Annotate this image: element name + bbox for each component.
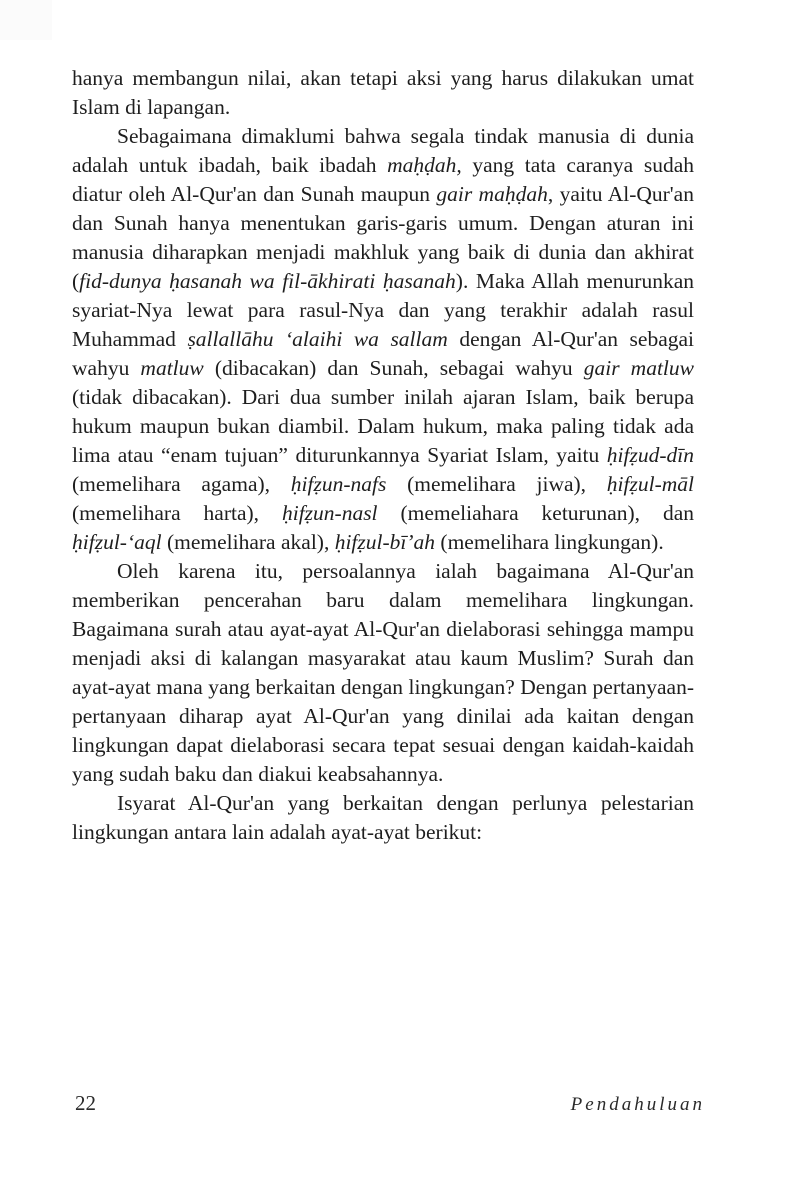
body-text: (memelihara agama),	[72, 472, 291, 496]
transliteration-italic: ḥifẓun-nasl	[281, 501, 378, 525]
body-text: Oleh karena itu, persoalannya ialah bagaimana Al-Qur'an memberikan pencerahan baru dalam memelihara lingkungan. Bagaimana surah atau ayat-ayat Al-Qur'an dielaborasi sehingga mampu menjadi aksi di kalangan masyarakat atau kaum Muslim? Surah dan ayat-ayat mana yang berkaitan dengan lingkungan? Dengan pertanyaan-pertanyaan diharap ayat Al-Qur'an yang dinilai ada kaitan dengan lingkungan dapat dielaborasi secara tepat sesuai dengan kaidah-kaidah yang sudah baku dan diakui keabsahannya.	[72, 559, 694, 786]
transliteration-italic: fid-dunya ḥasanah wa fil-ākhirati ḥasanah	[79, 269, 456, 293]
body-text: Sebagaimana dimaklumi bahwa segala tindak manusia di dunia adalah untuk ibadah, baik ibadah	[72, 124, 694, 177]
transliteration-italic: ḥifẓul-bī’ah	[334, 530, 436, 554]
body-text: yang tata caranya sudah diatur oleh Al-Qur'an dan Sunah maupun	[72, 153, 694, 206]
body-text: Isyarat Al-Qur'an yang berkaitan dengan perlunya pelestarian lingkungan antara lain adalah ayat-ayat berikut:	[72, 791, 694, 844]
body-text: (tidak dibacakan). Dari dua sumber inilah ajaran Islam, baik berupa hukum maupun bukan diambil. Dalam hukum, maka paling tidak ada lima atau “enam tujuan” diturunkannya Syariat Islam, yaitu	[72, 385, 694, 467]
body-text: (memelihara harta),	[72, 501, 282, 525]
transliteration-italic: ḥifẓul-‘aql	[72, 530, 162, 554]
body-text: (memelihara lingkungan).	[435, 530, 664, 554]
body-text: (dibacakan) dan Sunah, sebagai wahyu	[203, 356, 584, 380]
body-text: , yaitu Al-Qur'an dan Sunah hanya menentukan garis-garis umum. Dengan aturan ini manusia diharapkan menjadi makhluk yang baik di dunia dan akhirat (	[72, 182, 694, 293]
transliteration-italic: ḥifẓun-nafs	[290, 472, 387, 496]
body-text: dengan Al-Qur'an sebagai wahyu	[72, 327, 695, 380]
running-title: Pendahuluan	[570, 1094, 705, 1115]
transliteration-italic: gair maḥḍah	[436, 182, 548, 206]
transliteration-italic: ḥifẓud-dīn	[606, 443, 694, 467]
body-text: ). Maka Allah menurunkan syariat-Nya lewat para rasul-Nya dan yang terakhir adalah rasul Muhammad	[72, 269, 694, 351]
transliteration-italic: ḥifẓul-māl	[606, 472, 694, 496]
page-number: 22	[75, 1091, 96, 1115]
transliteration-italic: matluw	[140, 356, 204, 380]
paragraph	[72, 122, 694, 557]
page-body	[72, 64, 694, 847]
body-text: (memeliahara keturunan), dan	[377, 501, 694, 525]
transliteration-italic: maḥḍah,	[387, 153, 462, 177]
transliteration-italic: gair matluw	[583, 356, 694, 380]
body-text: (memelihara jiwa),	[386, 472, 607, 496]
paragraph	[72, 557, 694, 789]
body-text: (memelihara akal),	[161, 530, 335, 554]
page-footer	[75, 1091, 705, 1116]
scan-artifact	[0, 0, 52, 40]
body-text: hanya membangun nilai, akan tetapi aksi yang harus dilakukan umat Islam di lapangan.	[72, 66, 694, 119]
paragraph	[72, 64, 694, 122]
paragraph	[72, 789, 694, 847]
transliteration-italic: ṣallallāhu ‘alaihi wa sallam	[187, 327, 448, 351]
